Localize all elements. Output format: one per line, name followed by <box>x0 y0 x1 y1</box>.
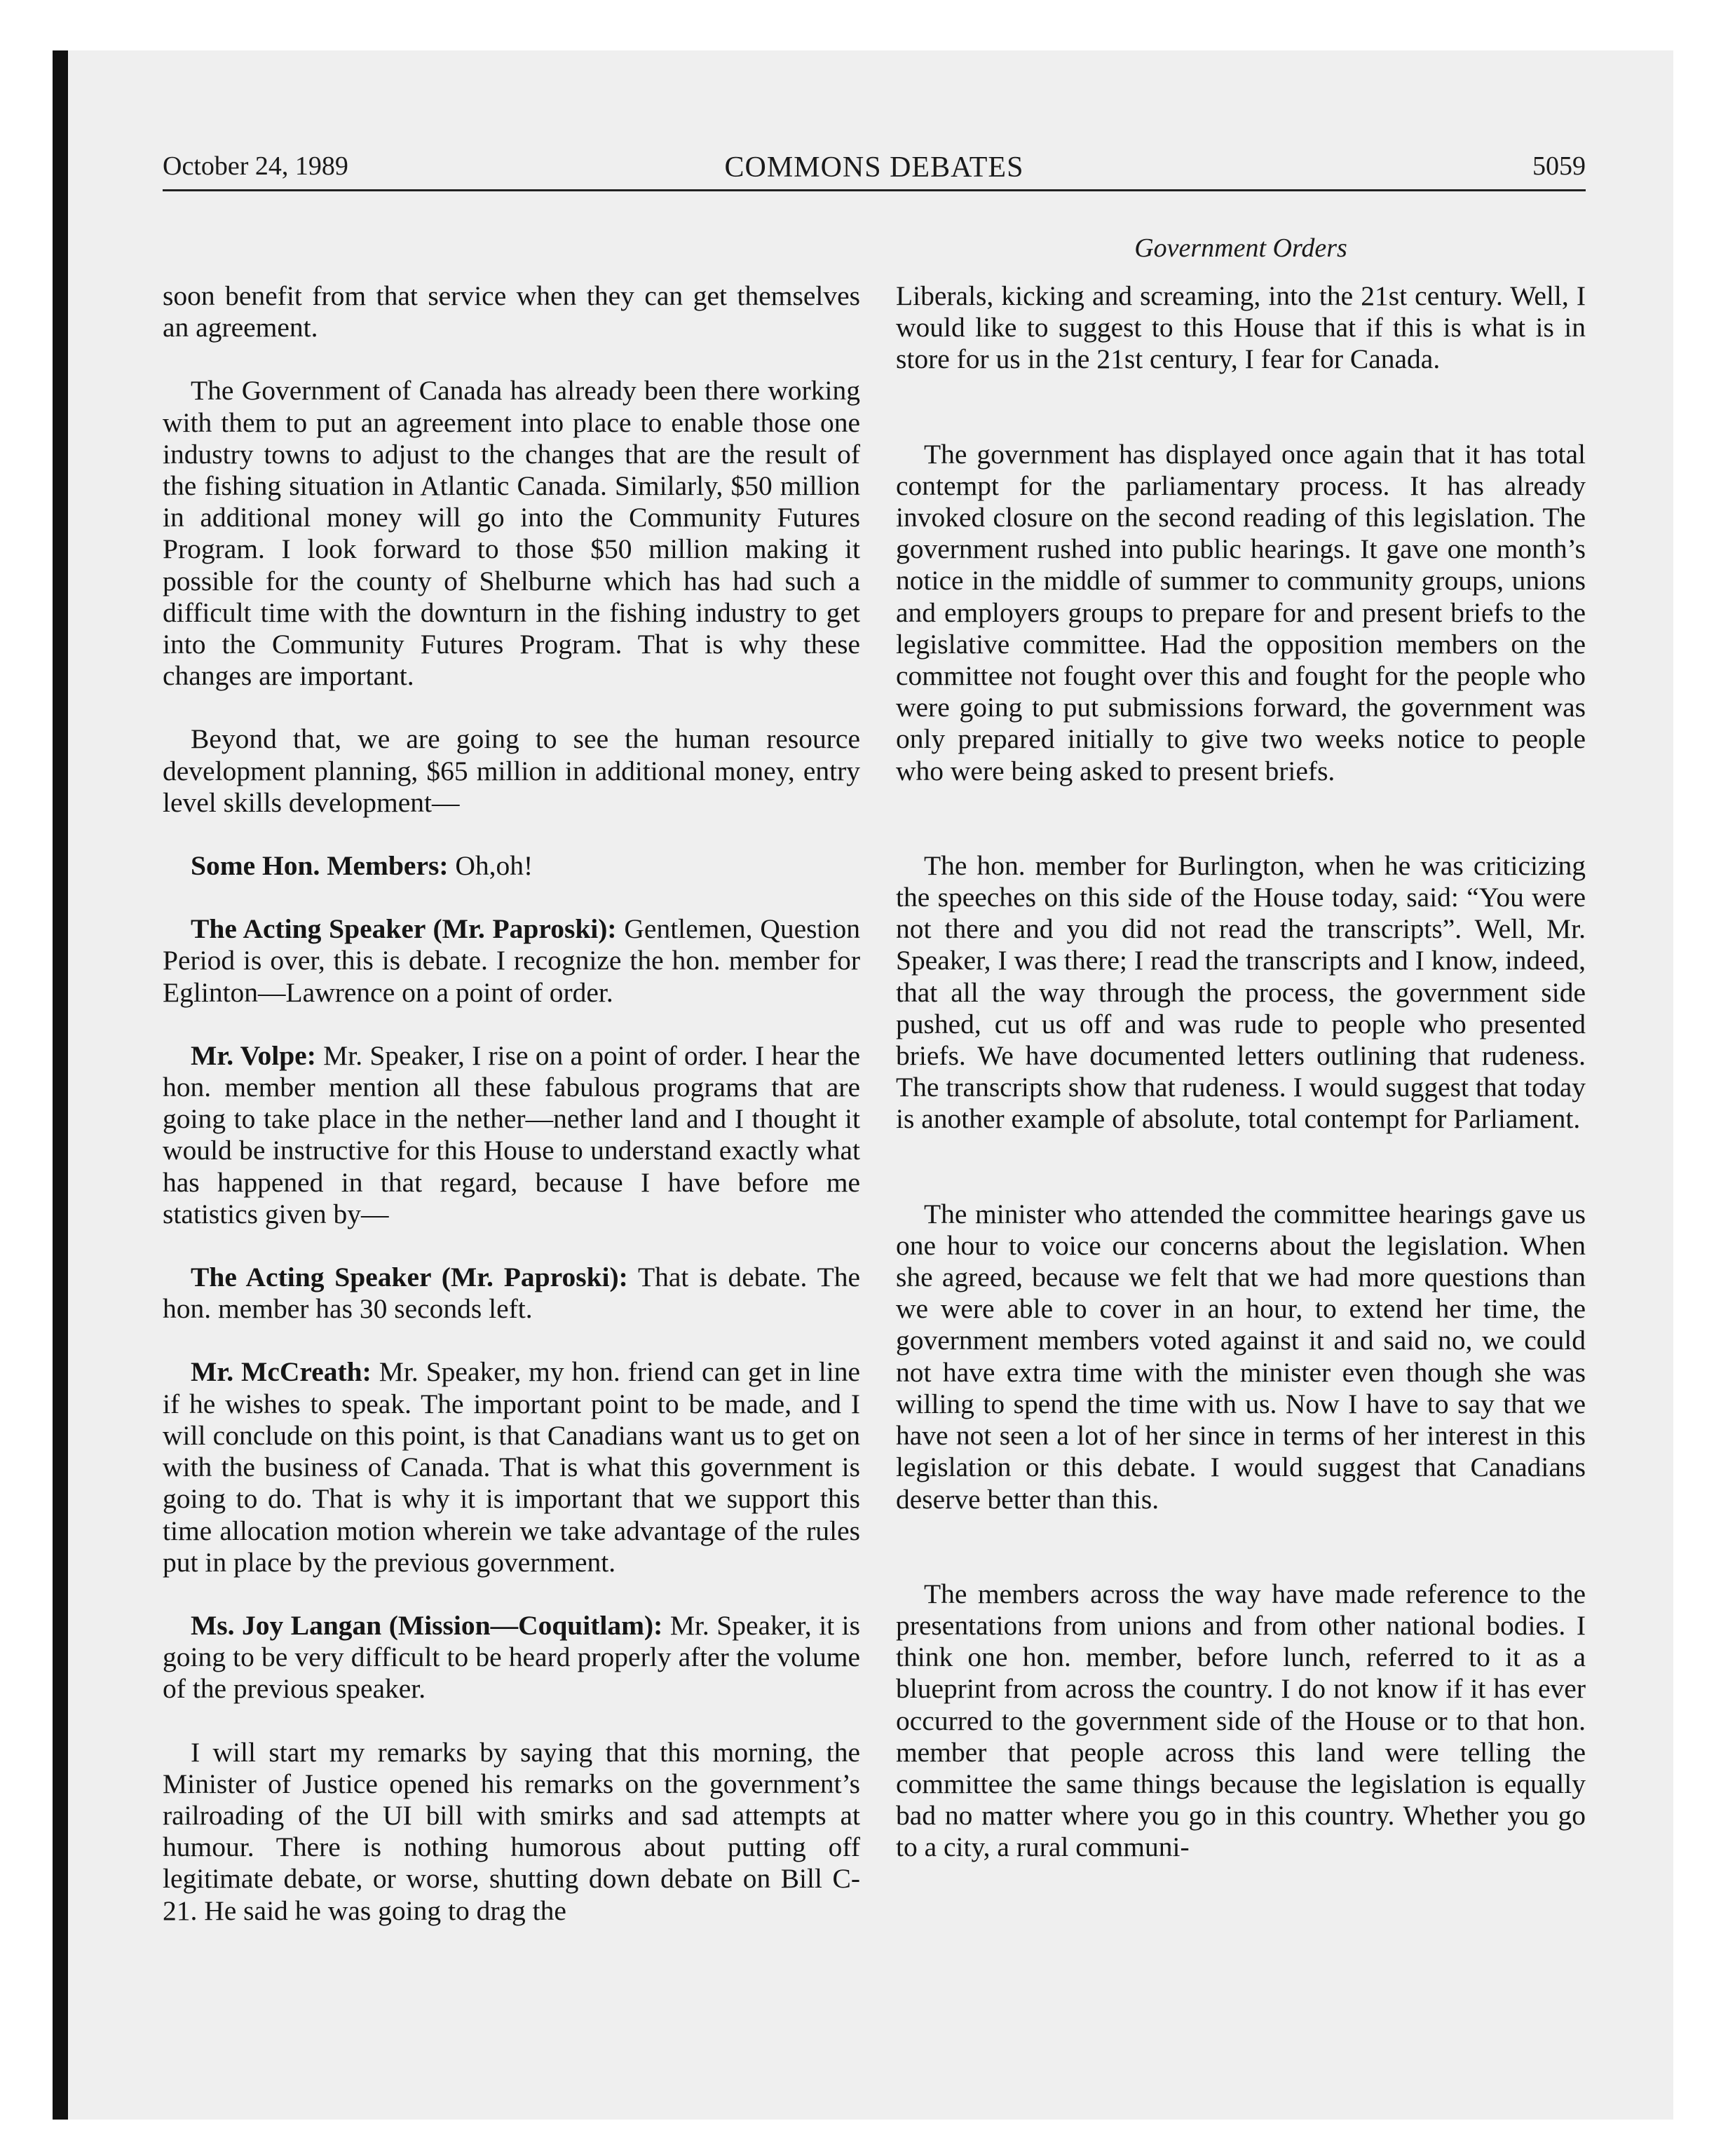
speaker-name: The Acting Speaker (Mr. Paproski): <box>191 1262 628 1293</box>
paragraph: The Government of Canada has already been there working with them to put an agreement into place to enable those one industry towns to adjust to the changes that are the result of the fishing situation in Atlantic Canada. Similarly, $50 million in additional money will go into the Community Futures Program. I look forward to those $50 million making it possible for the county of Shelburne which has had such a difficult time with the downturn in the fishing industry to get into the Community Futures Program. That is why these changes are important. <box>163 375 860 692</box>
speech-paragraph <box>163 850 860 882</box>
speech-paragraph <box>163 913 860 1009</box>
speech-paragraph <box>163 1610 860 1705</box>
section-heading: Government Orders <box>1134 233 1347 263</box>
speaker-name: Some Hon. Members: <box>191 850 449 882</box>
scan-border <box>53 50 68 2120</box>
paragraph: The government has displayed once again that it has total contempt for the parliamentary process. It has already invoked closure on the second reading of this legislation. The government rushed into public hearings. It gave one month’s notice in the middle of summer to community groups, unions and employers groups to prepare for and present briefs to the legislative committee. Had the opposition members on the committee not fought over this and fought for the people who were going to put submissions forward, the government was only prepared initially to give two weeks notice to people who were being asked to present briefs. <box>896 438 1586 786</box>
paragraph: I will start my remarks by saying that this morning, the Minister of Justice opened his remarks on the government’s railroading of the UI bill with smirks and sad attempts at humour. There is nothing humorous about putting off legitimate debate, or worse, shutting down debate on Bill C-21. He said he was going to drag the <box>163 1736 860 1926</box>
paragraph: The members across the way have made reference to the presentations from unions and from other national bodies. I think one hon. member, before lunch, referred to it as a blueprint from across the country. I do not know if it has ever occurred to the government side of the House or to that hon. member that people across this land were telling the committee the same things because the legislation is equally bad no matter where you go in this country. Whether you go to a city, a rural communi- <box>896 1578 1586 1863</box>
paragraph: Liberals, kicking and screaming, into the 21st century. Well, I would like to suggest to this House that if this is what is in store for us in the 21st century, I fear for Canada. <box>896 280 1586 375</box>
page-header <box>163 144 1586 193</box>
speech-text: That is debate. The hon. member has 30 seconds left. <box>163 1262 860 1325</box>
header-journal-title: COMMONS DEBATES <box>724 151 1024 184</box>
header-rule <box>163 189 1586 191</box>
speech-paragraph <box>163 1356 860 1578</box>
speech-text: Oh,oh! <box>448 850 533 882</box>
speech-text: Mr. Speaker, my hon. friend can get in line if he wishes to speak. The important point to be made, and I will conclude on this point, is that Canadians want us to get on with the business of Canada. That is what this government is going to do. That is why it is important that we support this time allocation motion wherein we take advantage of the rules put in place by the previous government. <box>163 1356 861 1578</box>
speech-text: Gentlemen, Question Period is over, this is debate. I recognize the hon. member for Eglinton—Lawrence on a point of order. <box>163 913 860 1008</box>
speech-paragraph <box>163 1262 860 1325</box>
speech-text: Mr. Speaker, it is going to be very difficult to be heard properly after the volume of the previous speaker. <box>163 1609 860 1705</box>
speech-paragraph <box>163 1040 860 1230</box>
speaker-name: Mr. Volpe: <box>191 1039 316 1071</box>
paragraph: The hon. member for Burlington, when he was criticizing the speeches on this side of the House today, said: “You were not there and you did not read the transcripts”. Well, Mr. Speaker, I was there; I read the transcripts and I know, indeed, that all the way through the process, the government side pushed, cut us off and was rude to people who presented briefs. We have documented letters outlining that rudeness. The transcripts show that rudeness. I would suggest that today is another example of absolute, total contempt for Parliament. <box>896 850 1586 1135</box>
paragraph: The minister who attended the committee hearings gave us one hour to voice our concerns about the legislation. When she agreed, because we felt that we had more questions than we were able to cover in an hour, to extend her time, the government members voted against it and said no, we could not have extra time with the minister even though she was willing to spend the time with us. Now I have to say that we have not seen a lot of her since in terms of her interest in this legislation or this debate. I would suggest that Canadians deserve better than this. <box>896 1198 1586 1515</box>
speaker-name: The Acting Speaker (Mr. Paproski): <box>191 913 617 945</box>
speaker-name: Mr. McCreath: <box>191 1356 372 1388</box>
header-page-number: 5059 <box>1532 151 1586 181</box>
speaker-name: Ms. Joy Langan (Mission—Coquitlam): <box>191 1609 663 1641</box>
right-column <box>896 280 1586 1895</box>
paragraph: soon benefit from that service when they can get themselves an agreement. <box>163 280 860 343</box>
speech-text: Mr. Speaker, I rise on a point of order. I hear the hon. member mention all these fabulous programs that are going to take place in the nether—nether land and I thought it would be instructive for this House to understand exactly what has happened in that regard, because I have before me statistics given by— <box>163 1039 860 1229</box>
header-date: October 24, 1989 <box>163 151 348 181</box>
paragraph: Beyond that, we are going to see the human resource development planning, $65 million in additional money, entry level skills development— <box>163 723 860 818</box>
left-column <box>163 280 860 1958</box>
